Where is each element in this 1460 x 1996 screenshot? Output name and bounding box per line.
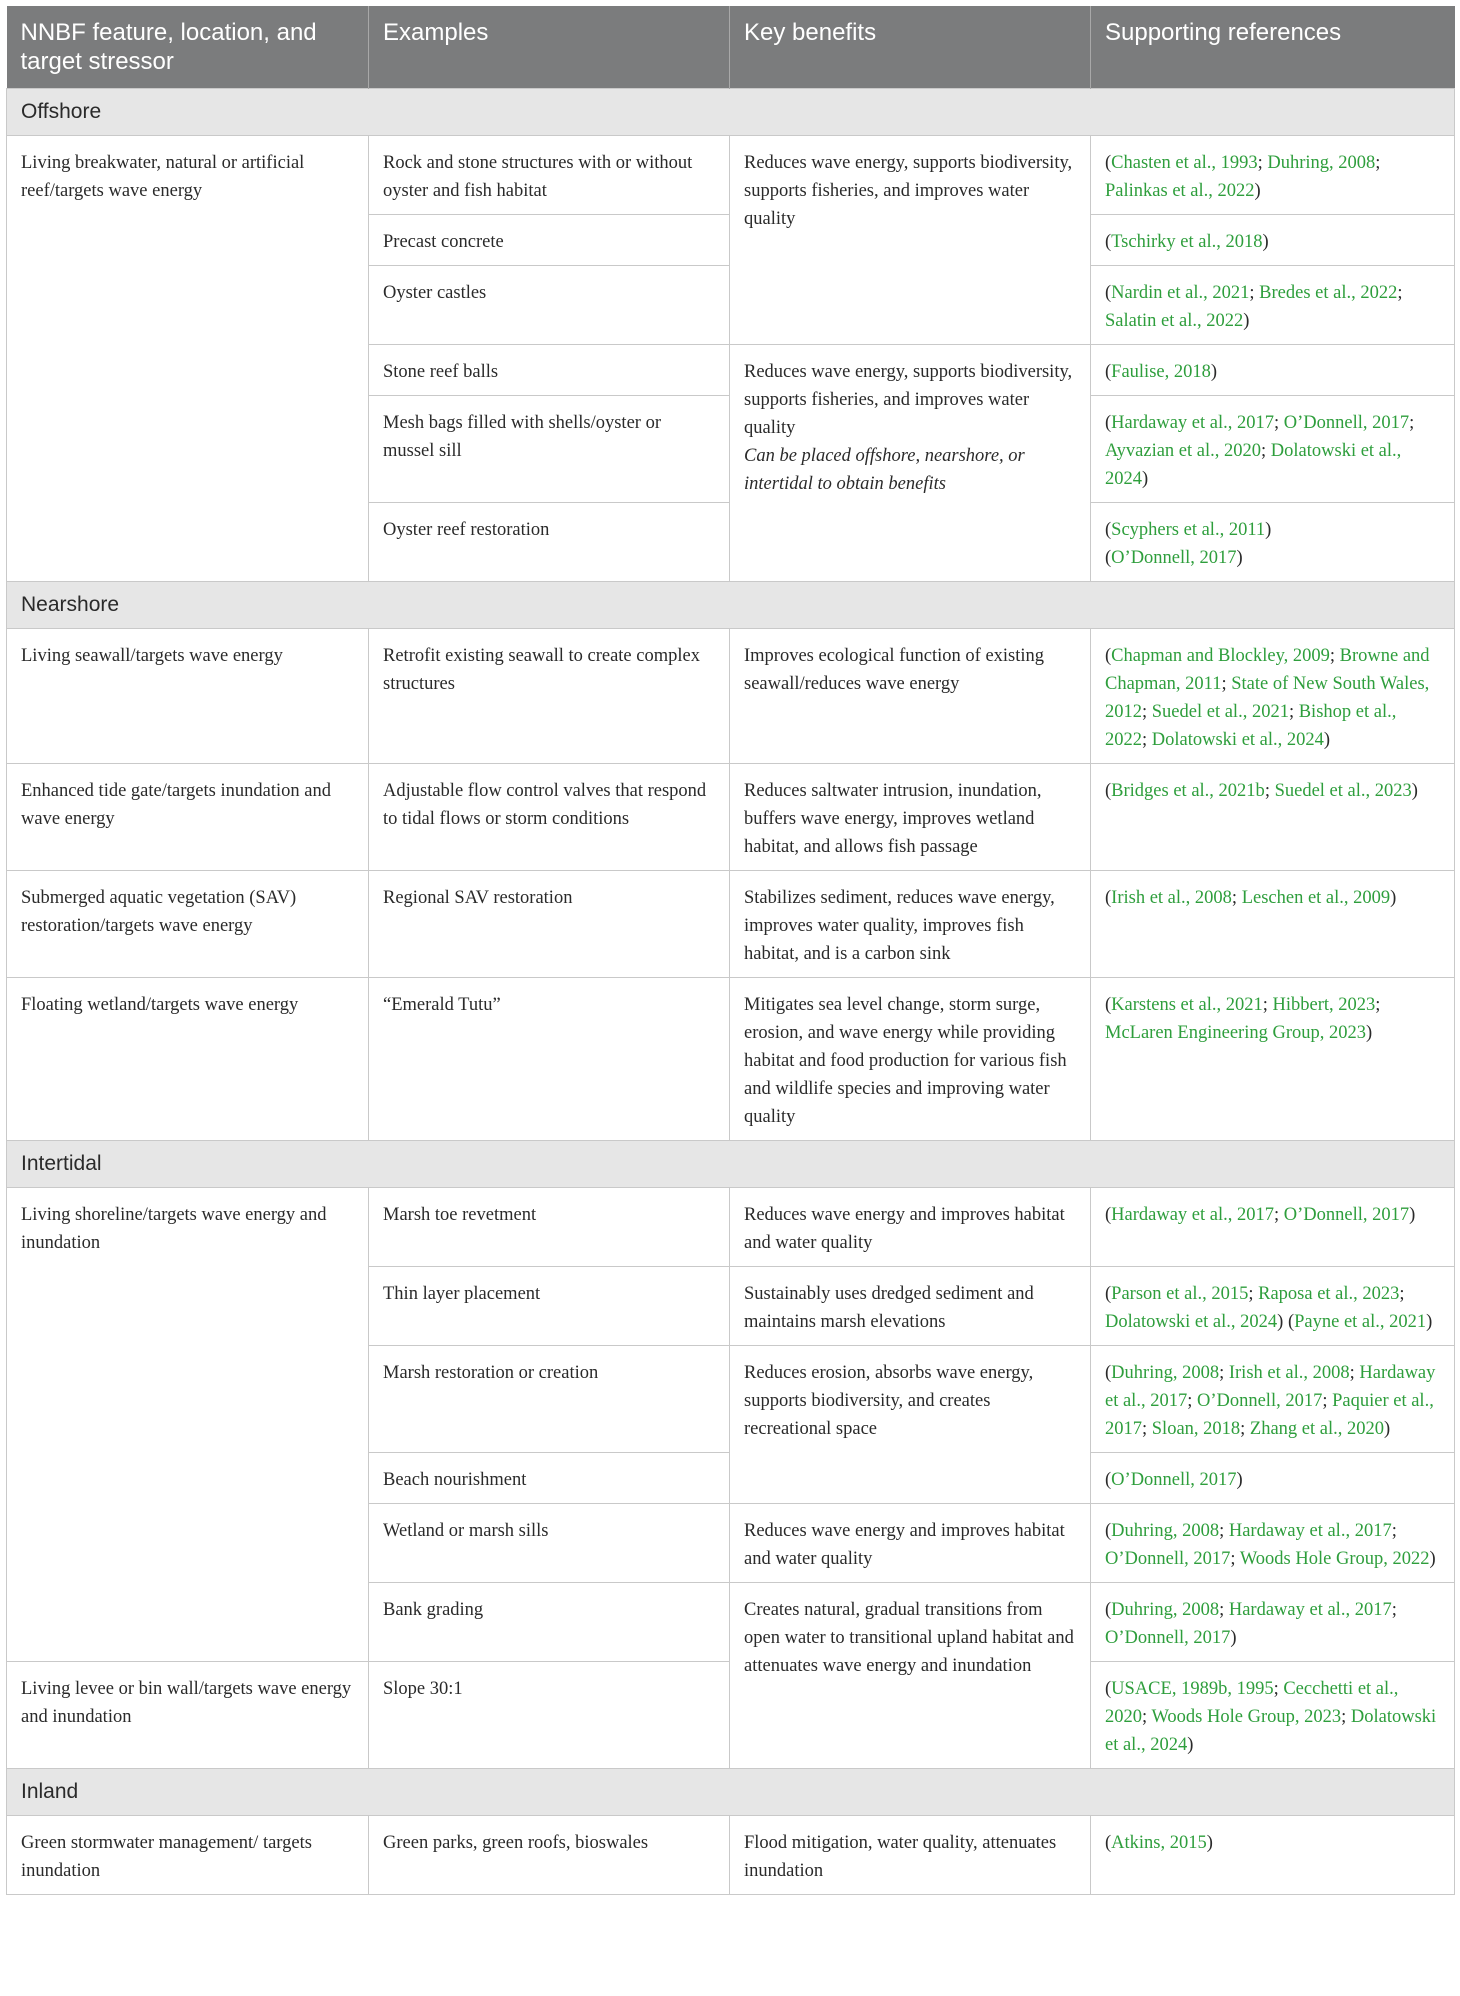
example-cell: Green parks, green roofs, bioswales: [369, 1816, 730, 1895]
reference-link[interactable]: Irish et al., 2008: [1228, 1363, 1350, 1383]
reference-link[interactable]: Hardaway et al., 2017: [1111, 1205, 1275, 1225]
benefit-cell: Stabilizes sediment, reduces wave energy, improves water quality, improves fish habitat, and is a carbon sink: [730, 871, 1091, 978]
reference-cell: (Nardin et al., 2021; Bredes et al., 2022; Salatin et al., 2022): [1091, 266, 1455, 345]
header-row: [7, 6, 1455, 89]
benefit-cell: Flood mitigation, water quality, attenuates inundation: [730, 1816, 1091, 1895]
example-cell: Oyster reef restoration: [369, 503, 730, 582]
section-label-inland: Inland: [7, 1769, 1455, 1816]
reference-link[interactable]: Cecchetti et al., 2020: [1105, 1679, 1399, 1727]
feature-cell: Floating wetland/targets wave energy: [7, 978, 369, 1141]
reference-cell: (Scyphers et al., 2011) (O’Donnell, 2017): [1091, 503, 1455, 582]
benefit-cell: Reduces wave energy, supports biodiversity, supports fisheries, and improves water quality: [730, 136, 1091, 345]
reference-link[interactable]: Sloan, 2018: [1151, 1419, 1241, 1439]
reference-link[interactable]: Duhring, 2008: [1111, 1363, 1220, 1383]
reference-cell: (Karstens et al., 2021; Hibbert, 2023; McLaren Engineering Group, 2023): [1091, 978, 1455, 1141]
reference-link[interactable]: Faulise, 2018: [1111, 362, 1211, 382]
example-cell: Bank grading: [369, 1583, 730, 1662]
reference-link[interactable]: Duhring, 2008: [1267, 153, 1376, 173]
reference-link[interactable]: O’Donnell, 2017: [1196, 1391, 1323, 1411]
reference-link[interactable]: O’Donnell, 2017: [1105, 1628, 1231, 1648]
reference-link[interactable]: Payne et al., 2021: [1294, 1312, 1427, 1332]
section-label-intertidal: Intertidal: [7, 1141, 1455, 1188]
table-row: [7, 871, 1455, 978]
reference-link[interactable]: Hardaway et al., 2017: [1228, 1600, 1392, 1620]
feature-cell: Enhanced tide gate/targets inundation and wave energy: [7, 764, 369, 871]
benefit-cell: [730, 345, 1091, 582]
example-cell: Slope 30:1: [369, 1662, 730, 1769]
reference-link[interactable]: Bridges et al., 2021b: [1111, 781, 1265, 801]
reference-link[interactable]: O’Donnell, 2017: [1105, 1549, 1231, 1569]
reference-link[interactable]: Hardaway et al., 2017: [1111, 413, 1275, 433]
benefit-text: Reduces wave energy, supports biodiversity, supports fisheries, and improves water quality: [744, 362, 1073, 438]
reference-link[interactable]: O’Donnell, 2017: [1111, 1470, 1237, 1490]
example-cell: Thin layer placement: [369, 1267, 730, 1346]
reference-link[interactable]: Leschen et al., 2009: [1241, 888, 1391, 908]
reference-link[interactable]: USACE, 1989b, 1995: [1111, 1679, 1274, 1699]
benefit-cell: Creates natural, gradual transitions from open water to transitional upland habitat and attenuates wave energy and inundation: [730, 1583, 1091, 1769]
example-cell: Beach nourishment: [369, 1453, 730, 1504]
feature-cell: Living seawall/targets wave energy: [7, 629, 369, 764]
example-cell: Precast concrete: [369, 215, 730, 266]
reference-link[interactable]: Dolatowski et al., 2024: [1105, 441, 1402, 489]
reference-link[interactable]: Salatin et al., 2022: [1105, 311, 1244, 331]
reference-group: (Parson et al., 2015; Raposa et al., 2023; Dolatowski et al., 2024): [1105, 1284, 1405, 1332]
reference-link[interactable]: State of New South Wales, 2012: [1105, 674, 1430, 722]
reference-link[interactable]: Raposa et al., 2023: [1258, 1284, 1400, 1304]
reference-link[interactable]: Zhang et al., 2020: [1249, 1419, 1385, 1439]
reference-link[interactable]: Hardaway et al., 2017: [1228, 1521, 1392, 1541]
reference-link[interactable]: Tschirky et al., 2018: [1111, 232, 1263, 252]
reference-cell: (USACE, 1989b, 1995; Cecchetti et al., 2020; Woods Hole Group, 2023; Dolatowski et al., 2024): [1091, 1662, 1455, 1769]
example-cell: Oyster castles: [369, 266, 730, 345]
reference-link[interactable]: Chapman and Blockley, 2009: [1111, 646, 1330, 666]
reference-link[interactable]: Suedel et al., 2021: [1151, 702, 1289, 722]
reference-link[interactable]: Atkins, 2015: [1111, 1833, 1207, 1853]
feature-cell: Green stormwater management/ targets inundation: [7, 1816, 369, 1895]
reference-link[interactable]: Woods Hole Group, 2023: [1151, 1707, 1342, 1727]
reference-link[interactable]: Duhring, 2008: [1111, 1600, 1220, 1620]
reference-link[interactable]: Bishop et al., 2022: [1105, 702, 1397, 750]
example-cell: Rock and stone structures with or without oyster and fish habitat: [369, 136, 730, 215]
section-row-intertidal: [7, 1141, 1455, 1188]
reference-link[interactable]: Nardin et al., 2021: [1111, 283, 1250, 303]
example-cell: Adjustable flow control valves that respond to tidal flows or storm conditions: [369, 764, 730, 871]
reference-cell: (Faulise, 2018): [1091, 345, 1455, 396]
example-cell: Retrofit existing seawall to create complex structures: [369, 629, 730, 764]
reference-link[interactable]: Karstens et al., 2021: [1111, 995, 1263, 1015]
example-cell: Wetland or marsh sills: [369, 1504, 730, 1583]
reference-link[interactable]: Chasten et al., 1993: [1111, 153, 1258, 173]
reference-cell: (Duhring, 2008; Irish et al., 2008; Hardaway et al., 2017; O’Donnell, 2017; Paquier et al., 2017; Sloan, 2018; Zhang et al., 2020): [1091, 1346, 1455, 1453]
reference-link[interactable]: O’Donnell, 2017: [1111, 548, 1237, 568]
reference-cell: (Duhring, 2008; Hardaway et al., 2017; O’Donnell, 2017; Woods Hole Group, 2022): [1091, 1504, 1455, 1583]
example-cell: Mesh bags filled with shells/oyster or mussel sill: [369, 396, 730, 503]
feature-cell: Living breakwater, natural or artificial reef/targets wave energy: [7, 136, 369, 582]
benefit-note: Can be placed offshore, nearshore, or intertidal to obtain benefits: [744, 446, 1025, 494]
reference-cell: (Hardaway et al., 2017; O’Donnell, 2017): [1091, 1188, 1455, 1267]
table-row: [7, 764, 1455, 871]
reference-link[interactable]: Scyphers et al., 2011: [1111, 520, 1266, 540]
reference-link[interactable]: Palinkas et al., 2022: [1105, 181, 1255, 201]
benefit-cell: Reduces wave energy and improves habitat and water quality: [730, 1504, 1091, 1583]
reference-link[interactable]: Dolatowski et al., 2024: [1151, 730, 1324, 750]
header-references: Supporting references: [1091, 6, 1455, 89]
reference-link[interactable]: Bredes et al., 2022: [1259, 283, 1398, 303]
reference-cell: (Bridges et al., 2021b; Suedel et al., 2023): [1091, 764, 1455, 871]
reference-link[interactable]: Hibbert, 2023: [1272, 995, 1376, 1015]
reference-cell: (Tschirky et al., 2018): [1091, 215, 1455, 266]
section-label-offshore: Offshore: [7, 89, 1455, 136]
reference-link[interactable]: Dolatowski et al., 2024: [1105, 1707, 1437, 1755]
section-row-offshore: [7, 89, 1455, 136]
reference-cell: (O’Donnell, 2017): [1091, 1453, 1455, 1504]
benefit-cell: Sustainably uses dredged sediment and maintains marsh elevations: [730, 1267, 1091, 1346]
feature-cell: Living shoreline/targets wave energy and inundation: [7, 1188, 369, 1662]
section-label-nearshore: Nearshore: [7, 582, 1455, 629]
reference-link[interactable]: O’Donnell, 2017: [1283, 1205, 1410, 1225]
benefit-cell: Reduces wave energy and improves habitat and water quality: [730, 1188, 1091, 1267]
reference-link[interactable]: Parson et al., 2015: [1111, 1284, 1249, 1304]
reference-cell: (Atkins, 2015): [1091, 1816, 1455, 1895]
example-cell: “Emerald Tutu”: [369, 978, 730, 1141]
reference-cell: (Hardaway et al., 2017; O’Donnell, 2017; Ayvazian et al., 2020; Dolatowski et al., 2024): [1091, 396, 1455, 503]
benefit-cell: Reduces saltwater intrusion, inundation, buffers wave energy, improves wetland habitat, and allows fish passage: [730, 764, 1091, 871]
reference-link[interactable]: Hardaway et al., 2017: [1105, 1363, 1436, 1411]
section-row-inland: [7, 1769, 1455, 1816]
example-cell: Marsh toe revetment: [369, 1188, 730, 1267]
example-cell: Regional SAV restoration: [369, 871, 730, 978]
reference-link[interactable]: O’Donnell, 2017: [1283, 413, 1410, 433]
header-benefits: Key benefits: [730, 6, 1091, 89]
reference-link[interactable]: Irish et al., 2008: [1111, 888, 1232, 908]
table-row: [7, 629, 1455, 764]
reference-link[interactable]: Paquier et al., 2017: [1105, 1391, 1434, 1439]
benefit-cell: Improves ecological function of existing seawall/reduces wave energy: [730, 629, 1091, 764]
table-row: [7, 978, 1455, 1141]
example-cell: Marsh restoration or creation: [369, 1346, 730, 1453]
example-cell: Stone reef balls: [369, 345, 730, 396]
reference-link[interactable]: Duhring, 2008: [1111, 1521, 1220, 1541]
reference-cell: (Duhring, 2008; Hardaway et al., 2017; O’Donnell, 2017): [1091, 1583, 1455, 1662]
reference-cell: (Chapman and Blockley, 2009; Browne and Chapman, 2011; State of New South Wales, 2012; Suedel et al., 2021; Bishop et al., 2022; Dolatowski et al., 2024): [1091, 629, 1455, 764]
reference-link[interactable]: Ayvazian et al., 2020: [1105, 441, 1262, 461]
header-examples: Examples: [369, 6, 730, 89]
feature-cell: Submerged aquatic vegetation (SAV) restoration/targets wave energy: [7, 871, 369, 978]
reference-link[interactable]: Woods Hole Group, 2022: [1239, 1549, 1430, 1569]
benefit-cell: Reduces erosion, absorbs wave energy, supports biodiversity, and creates recreational space: [730, 1346, 1091, 1504]
header-feature: NNBF feature, location, and target stressor: [7, 6, 369, 89]
section-row-nearshore: [7, 582, 1455, 629]
reference-cell: (Irish et al., 2008; Leschen et al., 2009): [1091, 871, 1455, 978]
feature-cell: Living levee or bin wall/targets wave energy and inundation: [7, 1662, 369, 1769]
nnbf-table: [6, 6, 1455, 1895]
reference-link[interactable]: Dolatowski et al., 2024: [1105, 1312, 1278, 1332]
reference-link[interactable]: Browne and Chapman, 2011: [1105, 646, 1430, 694]
benefit-cell: Mitigates sea level change, storm surge, erosion, and wave energy while providing habitat and food production for various fish and wildlife species and improving water quality: [730, 978, 1091, 1141]
reference-cell: (Chasten et al., 1993; Duhring, 2008; Palinkas et al., 2022): [1091, 136, 1455, 215]
reference-link[interactable]: Suedel et al., 2023: [1274, 781, 1412, 801]
reference-cell: (Parson et al., 2015; Raposa et al., 2023; Dolatowski et al., 2024) (Payne et al., 2021): [1091, 1267, 1455, 1346]
reference-link[interactable]: McLaren Engineering Group, 2023: [1105, 1023, 1366, 1043]
table-row: [7, 1816, 1455, 1895]
table-row: [7, 136, 1455, 215]
table-row: [7, 1188, 1455, 1267]
